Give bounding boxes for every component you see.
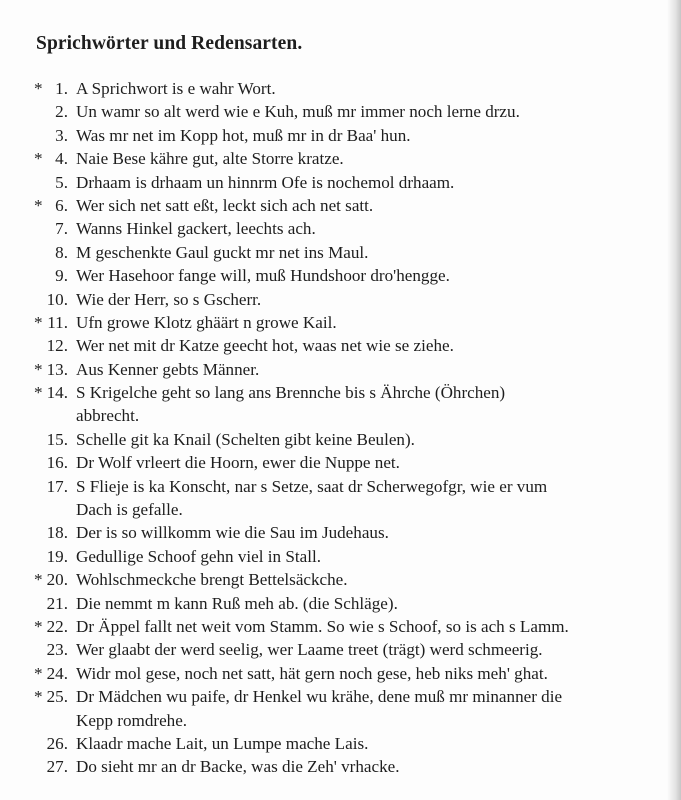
proverb-number: 2. bbox=[55, 102, 68, 122]
proverb-item bbox=[0, 217, 681, 240]
proverb-item bbox=[0, 662, 681, 685]
proverb-text: Dach is gefalle. bbox=[76, 500, 183, 520]
proverb-text: Dr Äppel fallt net weit vom Stamm. So wie s Schoof, so is ach s Lamm. bbox=[76, 616, 569, 636]
proverb-text: Was mr net im Kopp hot, muß mr in dr Baa' hun. bbox=[76, 125, 411, 145]
proverb-item bbox=[0, 475, 681, 498]
proverb-number: 24. bbox=[46, 663, 68, 683]
proverb-item bbox=[0, 545, 681, 568]
proverb-text: Naie Bese kähre gut, alte Storre kratze. bbox=[76, 149, 344, 169]
proverb-item bbox=[0, 615, 681, 638]
proverb-number: 11. bbox=[47, 312, 68, 332]
proverb-text: M geschenkte Gaul guckt mr net ins Maul. bbox=[76, 242, 369, 262]
proverb-list bbox=[0, 77, 681, 779]
proverb-number: 21. bbox=[46, 593, 68, 613]
proverb-item bbox=[0, 732, 681, 755]
proverb-text: A Sprichwort is e wahr Wort. bbox=[76, 79, 276, 98]
proverb-number: 20. bbox=[46, 570, 68, 590]
page-edge-shadow bbox=[667, 0, 681, 800]
proverb-item-continuation bbox=[0, 709, 681, 732]
proverb-item bbox=[0, 685, 681, 708]
proverb-number: 22. bbox=[46, 616, 68, 636]
proverb-number: 10. bbox=[46, 289, 68, 309]
proverb-text: Wohlschmeckche brengt Bettelsäckche. bbox=[76, 570, 348, 590]
proverb-text: Dr Wolf vrleert die Hoorn, ewer die Nuppe net. bbox=[76, 453, 400, 473]
proverb-text: S Flieje is ka Konscht, nar s Setze, saat dr Scherwegofgr, wie er vum bbox=[76, 476, 548, 496]
asterisk-marker: * bbox=[34, 663, 43, 683]
proverb-text: Drhaam is drhaam un hinnrm Ofe is nochemol drhaam. bbox=[76, 172, 455, 192]
proverb-item bbox=[0, 638, 681, 661]
proverb-text: Aus Kenner gebts Männer. bbox=[76, 359, 260, 379]
proverb-item bbox=[0, 568, 681, 591]
proverb-number: 23. bbox=[46, 640, 68, 660]
proverb-text: Wer Hasehoor fange will, muß Hundshoor dro'hengge. bbox=[76, 266, 450, 286]
proverb-item bbox=[0, 592, 681, 615]
proverb-text: Un wamr so alt werd wie e Kuh, muß mr immer noch lerne drzu. bbox=[76, 102, 520, 122]
proverb-item bbox=[0, 124, 681, 147]
proverb-number: 1. bbox=[55, 79, 68, 98]
proverb-text: Wie der Herr, so s Gscherr. bbox=[76, 289, 262, 309]
proverb-text: Die nemmt m kann Ruß meh ab. (die Schläge). bbox=[76, 593, 398, 613]
proverb-number: 13. bbox=[46, 359, 68, 379]
asterisk-marker: * bbox=[34, 383, 43, 403]
proverb-text: Do sieht mr an dr Backe, was die Zeh' vrhacke. bbox=[76, 757, 400, 777]
proverb-number: 18. bbox=[46, 523, 68, 543]
proverb-number: 8. bbox=[55, 242, 68, 262]
proverb-item bbox=[0, 451, 681, 474]
proverb-number: 9. bbox=[55, 266, 68, 286]
proverb-text: Schelle git ka Knail (Schelten gibt keine Beulen). bbox=[76, 429, 415, 449]
proverb-text: Wer sich net satt eßt, leckt sich ach net satt. bbox=[76, 195, 374, 215]
proverb-number: 12. bbox=[46, 336, 68, 356]
proverb-text: Kepp romdrehe. bbox=[76, 710, 188, 730]
proverb-item-continuation bbox=[0, 498, 681, 521]
proverb-text: Klaadr mache Lait, un Lumpe mache Lais. bbox=[76, 733, 369, 753]
asterisk-marker: * bbox=[34, 149, 43, 169]
proverb-number: 16. bbox=[46, 453, 68, 473]
asterisk-marker: * bbox=[34, 359, 43, 379]
asterisk-marker: * bbox=[34, 616, 43, 636]
proverb-text: Gedullige Schoof gehn viel in Stall. bbox=[76, 546, 321, 566]
proverb-number: 25. bbox=[46, 687, 68, 707]
proverb-item bbox=[0, 358, 681, 381]
proverb-number: 17. bbox=[46, 476, 68, 496]
proverb-item bbox=[0, 171, 681, 194]
proverb-item bbox=[0, 147, 681, 170]
proverb-number: 15. bbox=[46, 429, 68, 449]
proverb-text: Widr mol gese, noch net satt, hät gern noch gese, heb niks meh' ghat. bbox=[76, 663, 548, 683]
proverb-text: Der is so willkomm wie die Sau im Judehaus. bbox=[76, 523, 389, 543]
proverb-text: Wer glaabt der werd seelig, wer Laame treet (trägt) werd schmeerig. bbox=[76, 640, 543, 660]
asterisk-marker: * bbox=[34, 687, 43, 707]
proverb-item bbox=[0, 194, 681, 217]
proverb-number: 4. bbox=[55, 149, 68, 169]
proverb-text: Dr Mädchen wu paife, dr Henkel wu krähe, dene muß mr minanner die bbox=[76, 687, 563, 707]
proverb-item bbox=[0, 334, 681, 357]
proverb-text: S Krigelche geht so lang ans Brennche bis s Ährche (Öhrchen) bbox=[76, 383, 506, 403]
proverb-number: 27. bbox=[46, 757, 68, 777]
section-heading: Sprichwörter und Redensarten. bbox=[36, 33, 303, 54]
proverb-item bbox=[0, 264, 681, 287]
asterisk-marker: * bbox=[34, 79, 43, 98]
proverb-text: abbrecht. bbox=[76, 406, 140, 426]
proverb-item bbox=[0, 521, 681, 544]
asterisk-marker: * bbox=[34, 195, 43, 215]
proverb-number: 19. bbox=[46, 546, 68, 566]
asterisk-marker: * bbox=[34, 570, 43, 590]
proverb-item bbox=[0, 381, 681, 404]
proverb-item bbox=[0, 77, 681, 100]
proverb-item bbox=[0, 100, 681, 123]
proverb-item bbox=[0, 311, 681, 334]
proverb-number: 14. bbox=[46, 383, 68, 403]
proverb-item-continuation bbox=[0, 404, 681, 427]
proverb-number: 7. bbox=[55, 219, 68, 239]
proverb-text: Wer net mit dr Katze geecht hot, waas net wie se ziehe. bbox=[76, 336, 454, 356]
proverb-text: Ufn growe Klotz ghäärt n growe Kail. bbox=[76, 312, 337, 332]
proverb-number: 6. bbox=[55, 195, 68, 215]
asterisk-marker: * bbox=[34, 312, 43, 332]
proverb-number: 26. bbox=[46, 733, 68, 753]
proverb-number: 5. bbox=[55, 172, 68, 192]
proverb-text: Wanns Hinkel gackert, leechts ach. bbox=[76, 219, 316, 239]
proverb-item bbox=[0, 428, 681, 451]
proverb-item bbox=[0, 755, 681, 778]
proverb-number: 3. bbox=[55, 125, 68, 145]
proverb-item bbox=[0, 288, 681, 311]
proverb-item bbox=[0, 241, 681, 264]
